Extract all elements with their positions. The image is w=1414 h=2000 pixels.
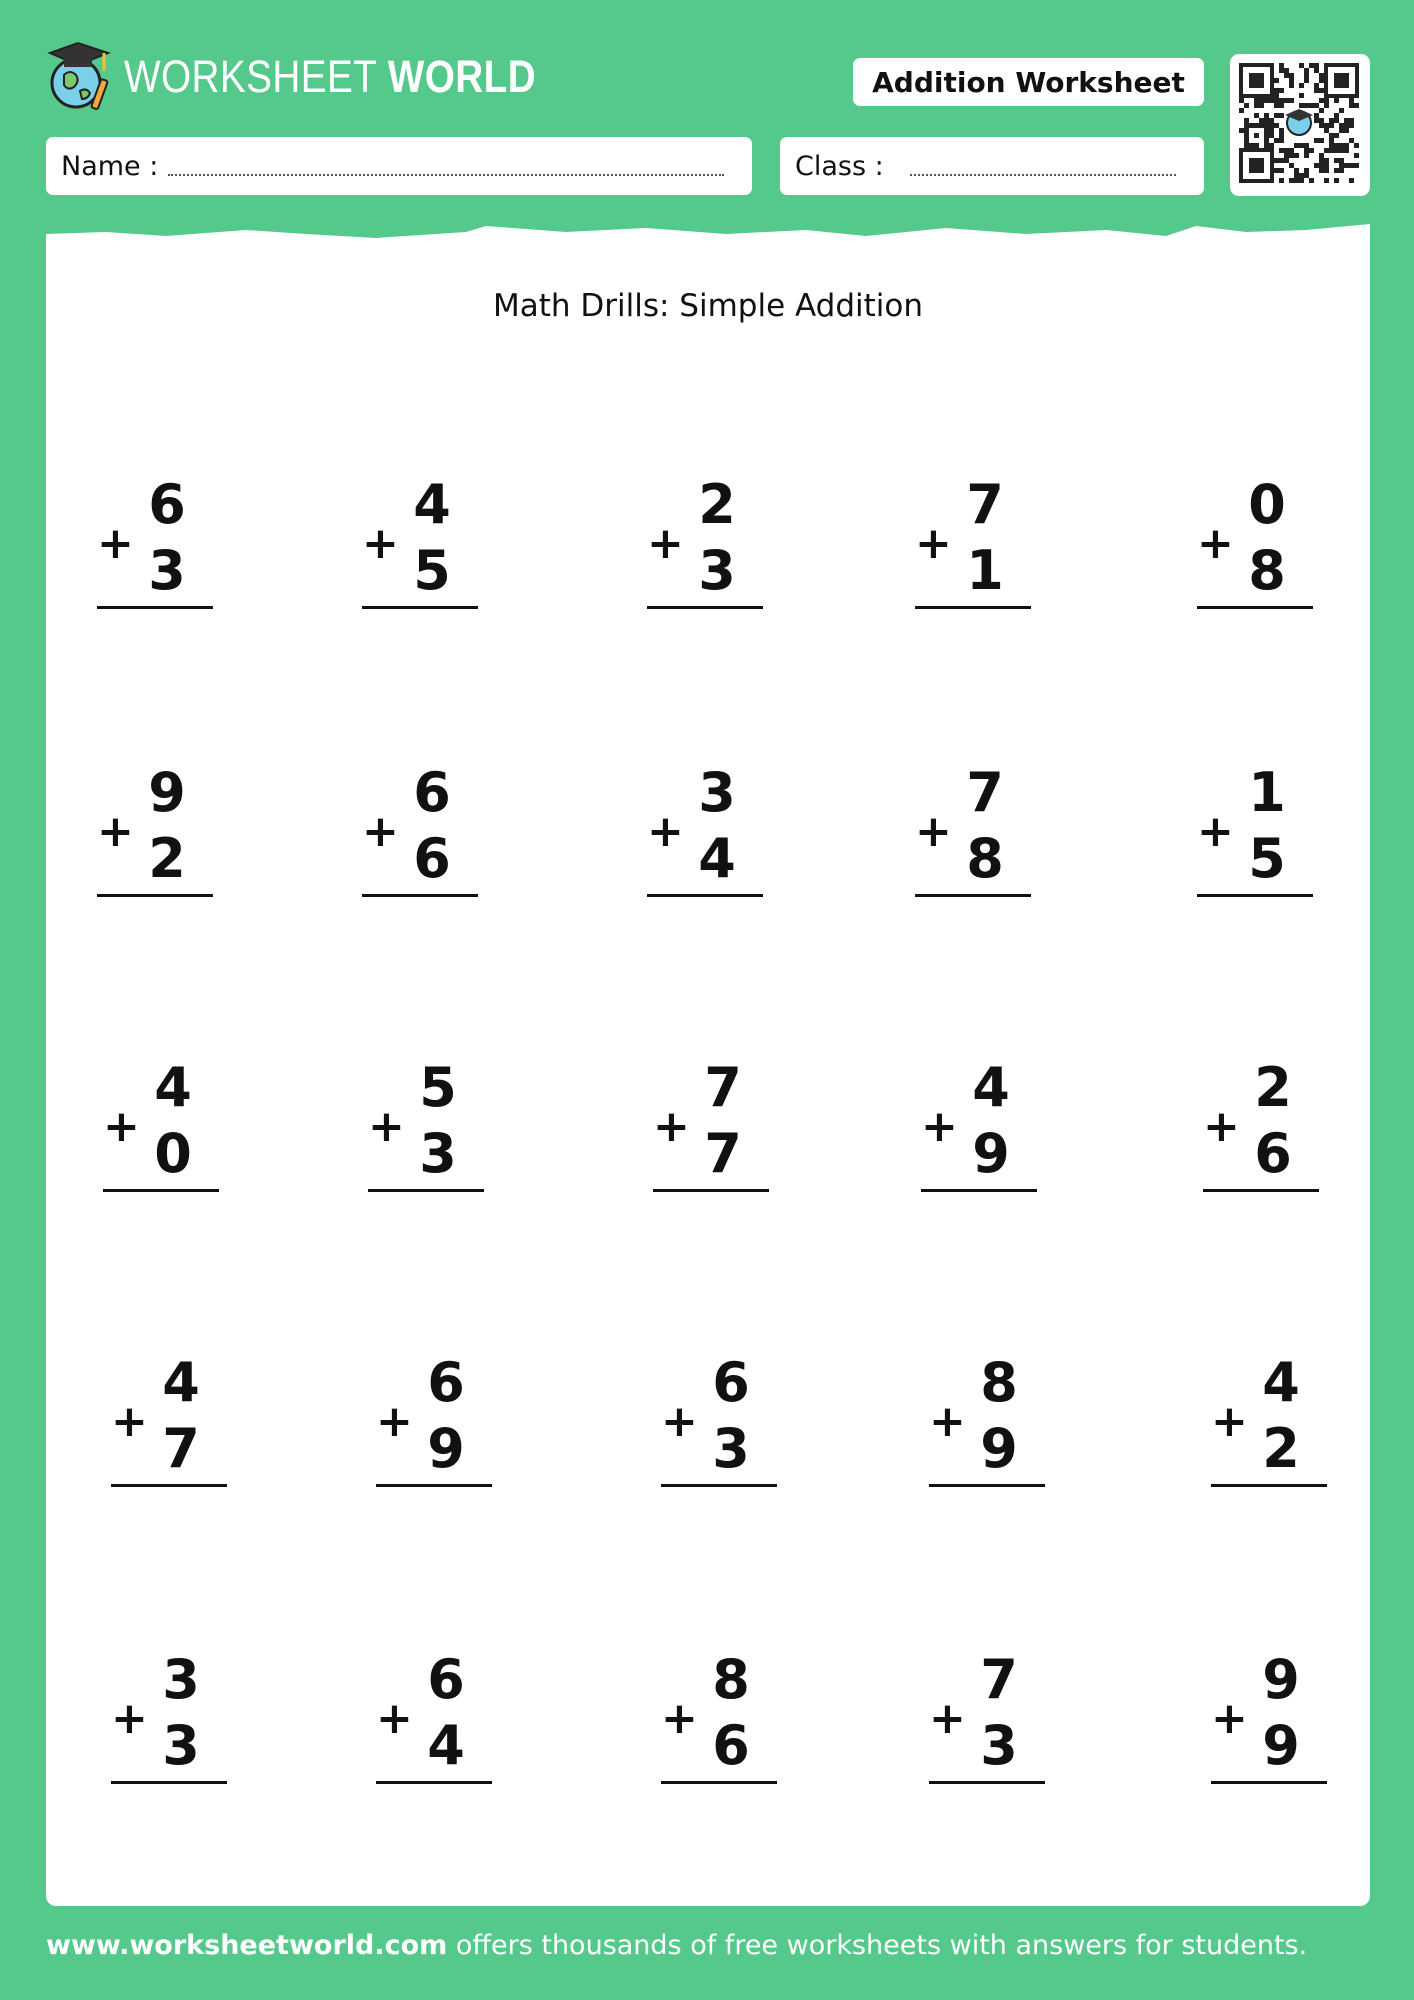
answer-line[interactable] [661,1781,777,1784]
class-label: Class : [795,150,884,182]
answer-line[interactable] [103,1189,219,1192]
name-label: Name : [61,150,159,182]
addend-top: 6 [413,761,451,824]
addition-problem [111,1648,251,1793]
answer-line[interactable] [921,1189,1037,1192]
addend-bottom: 2 [1262,1417,1300,1480]
name-write-line[interactable] [168,156,724,176]
answer-line[interactable] [929,1484,1045,1487]
plus-sign: + [661,1396,698,1447]
addend-bottom: 5 [413,539,451,602]
addend-bottom: 3 [162,1714,200,1777]
addend-top: 2 [1254,1056,1292,1119]
addend-top: 0 [1248,473,1286,536]
addend-bottom: 5 [1248,827,1286,890]
answer-line[interactable] [362,606,478,609]
addend-top: 4 [1262,1351,1300,1414]
addend-bottom: 9 [972,1122,1010,1185]
addend-bottom: 6 [1254,1122,1292,1185]
plus-sign: + [915,806,952,857]
answer-line[interactable] [1197,606,1313,609]
addend-top: 7 [980,1648,1018,1711]
addend-top: 3 [698,761,736,824]
plus-sign: + [1197,518,1234,569]
addend-top: 8 [980,1351,1018,1414]
plus-sign: + [1211,1693,1248,1744]
addition-problem [653,1056,793,1201]
answer-line[interactable] [1211,1781,1327,1784]
worksheet-paper [46,246,1370,1906]
addition-problem [97,473,237,618]
addend-bottom: 6 [413,827,451,890]
addition-problem [376,1351,516,1496]
answer-line[interactable] [929,1781,1045,1784]
addition-problem [915,761,1055,906]
addend-bottom: 4 [427,1714,465,1777]
addend-bottom: 4 [698,827,736,890]
addend-bottom: 3 [980,1714,1018,1777]
addend-bottom: 9 [980,1417,1018,1480]
plus-sign: + [103,1101,140,1152]
addend-top: 5 [419,1056,457,1119]
plus-sign: + [376,1396,413,1447]
addition-problem [362,761,502,906]
plus-sign: + [647,806,684,857]
addition-problem [103,1056,243,1201]
answer-line[interactable] [647,606,763,609]
name-field[interactable] [46,137,752,195]
addend-top: 6 [427,1351,465,1414]
addend-top: 8 [712,1648,750,1711]
class-write-line[interactable] [910,156,1176,176]
plus-sign: + [97,518,134,569]
addend-bottom: 7 [704,1122,742,1185]
addend-top: 9 [148,761,186,824]
addition-problem [661,1351,801,1496]
addend-bottom: 2 [148,827,186,890]
answer-line[interactable] [111,1781,227,1784]
answer-line[interactable] [1203,1189,1319,1192]
plus-sign: + [929,1396,966,1447]
drill-title: Math Drills: Simple Addition [492,288,924,324]
addend-top: 4 [162,1351,200,1414]
addition-problem [1197,473,1337,618]
addend-top: 6 [427,1648,465,1711]
addend-top: 6 [148,473,186,536]
plus-sign: + [647,518,684,569]
addition-problem [929,1351,1069,1496]
answer-line[interactable] [97,894,213,897]
addend-bottom: 3 [712,1417,750,1480]
addition-problem [362,473,502,618]
addend-top: 2 [698,473,736,536]
footer-tagline: offers thousands of free worksheets with answers for students. [447,1930,1308,1961]
footer-text [46,1930,1307,1961]
answer-line[interactable] [1197,894,1313,897]
addend-top: 4 [413,473,451,536]
addend-top: 7 [966,473,1004,536]
answer-line[interactable] [653,1189,769,1192]
plus-sign: + [921,1101,958,1152]
addend-top: 7 [966,761,1004,824]
answer-line[interactable] [915,606,1031,609]
answer-line[interactable] [647,894,763,897]
addition-problem [915,473,1055,618]
addition-problem [111,1351,251,1496]
addition-problem [1211,1351,1351,1496]
plus-sign: + [97,806,134,857]
addend-bottom: 9 [427,1417,465,1480]
plus-sign: + [1197,806,1234,857]
answer-line[interactable] [111,1484,227,1487]
addend-bottom: 3 [419,1122,457,1185]
addition-problem [368,1056,508,1201]
plus-sign: + [653,1101,690,1152]
addend-top: 4 [154,1056,192,1119]
plus-sign: + [929,1693,966,1744]
addend-bottom: 3 [698,539,736,602]
addend-bottom: 1 [966,539,1004,602]
addend-bottom: 7 [162,1417,200,1480]
addition-problem [1203,1056,1343,1201]
plus-sign: + [368,1101,405,1152]
addition-problem [661,1648,801,1793]
plus-sign: + [915,518,952,569]
answer-line[interactable] [362,894,478,897]
addition-problem [647,761,787,906]
addend-bottom: 0 [154,1122,192,1185]
plus-sign: + [111,1396,148,1447]
answer-line[interactable] [915,894,1031,897]
addition-problem [647,473,787,618]
plus-sign: + [1203,1101,1240,1152]
addend-top: 4 [972,1056,1010,1119]
addend-top: 7 [704,1056,742,1119]
brand-name: WORKSHEET WORLD [124,50,537,102]
plus-sign: + [376,1693,413,1744]
footer-site-link[interactable]: www.worksheetworld.com [46,1930,448,1961]
answer-line[interactable] [376,1781,492,1784]
addend-top: 9 [1262,1648,1300,1711]
graduation-globe-icon [46,39,112,113]
addend-top: 1 [1248,761,1286,824]
addend-top: 6 [712,1351,750,1414]
qr-code [1230,54,1370,196]
addend-bottom: 9 [1262,1714,1300,1777]
addend-bottom: 3 [148,539,186,602]
answer-line[interactable] [97,606,213,609]
addition-problem [1197,761,1337,906]
brand-logo [46,38,603,114]
answer-line[interactable] [661,1484,777,1487]
answer-line[interactable] [376,1484,492,1487]
class-field[interactable] [780,137,1204,195]
addition-problem [97,761,237,906]
plus-sign: + [362,806,399,857]
answer-line[interactable] [368,1189,484,1192]
plus-sign: + [111,1693,148,1744]
addend-bottom: 6 [712,1714,750,1777]
addend-top: 3 [162,1648,200,1711]
addition-problem [921,1056,1061,1201]
addition-problem [376,1648,516,1793]
plus-sign: + [1211,1396,1248,1447]
worksheet-title: Addition Worksheet [853,58,1204,106]
addend-bottom: 8 [966,827,1004,890]
addend-bottom: 8 [1248,539,1286,602]
plus-sign: + [661,1693,698,1744]
answer-line[interactable] [1211,1484,1327,1487]
addition-problem [1211,1648,1351,1793]
addition-problem [929,1648,1069,1793]
plus-sign: + [362,518,399,569]
